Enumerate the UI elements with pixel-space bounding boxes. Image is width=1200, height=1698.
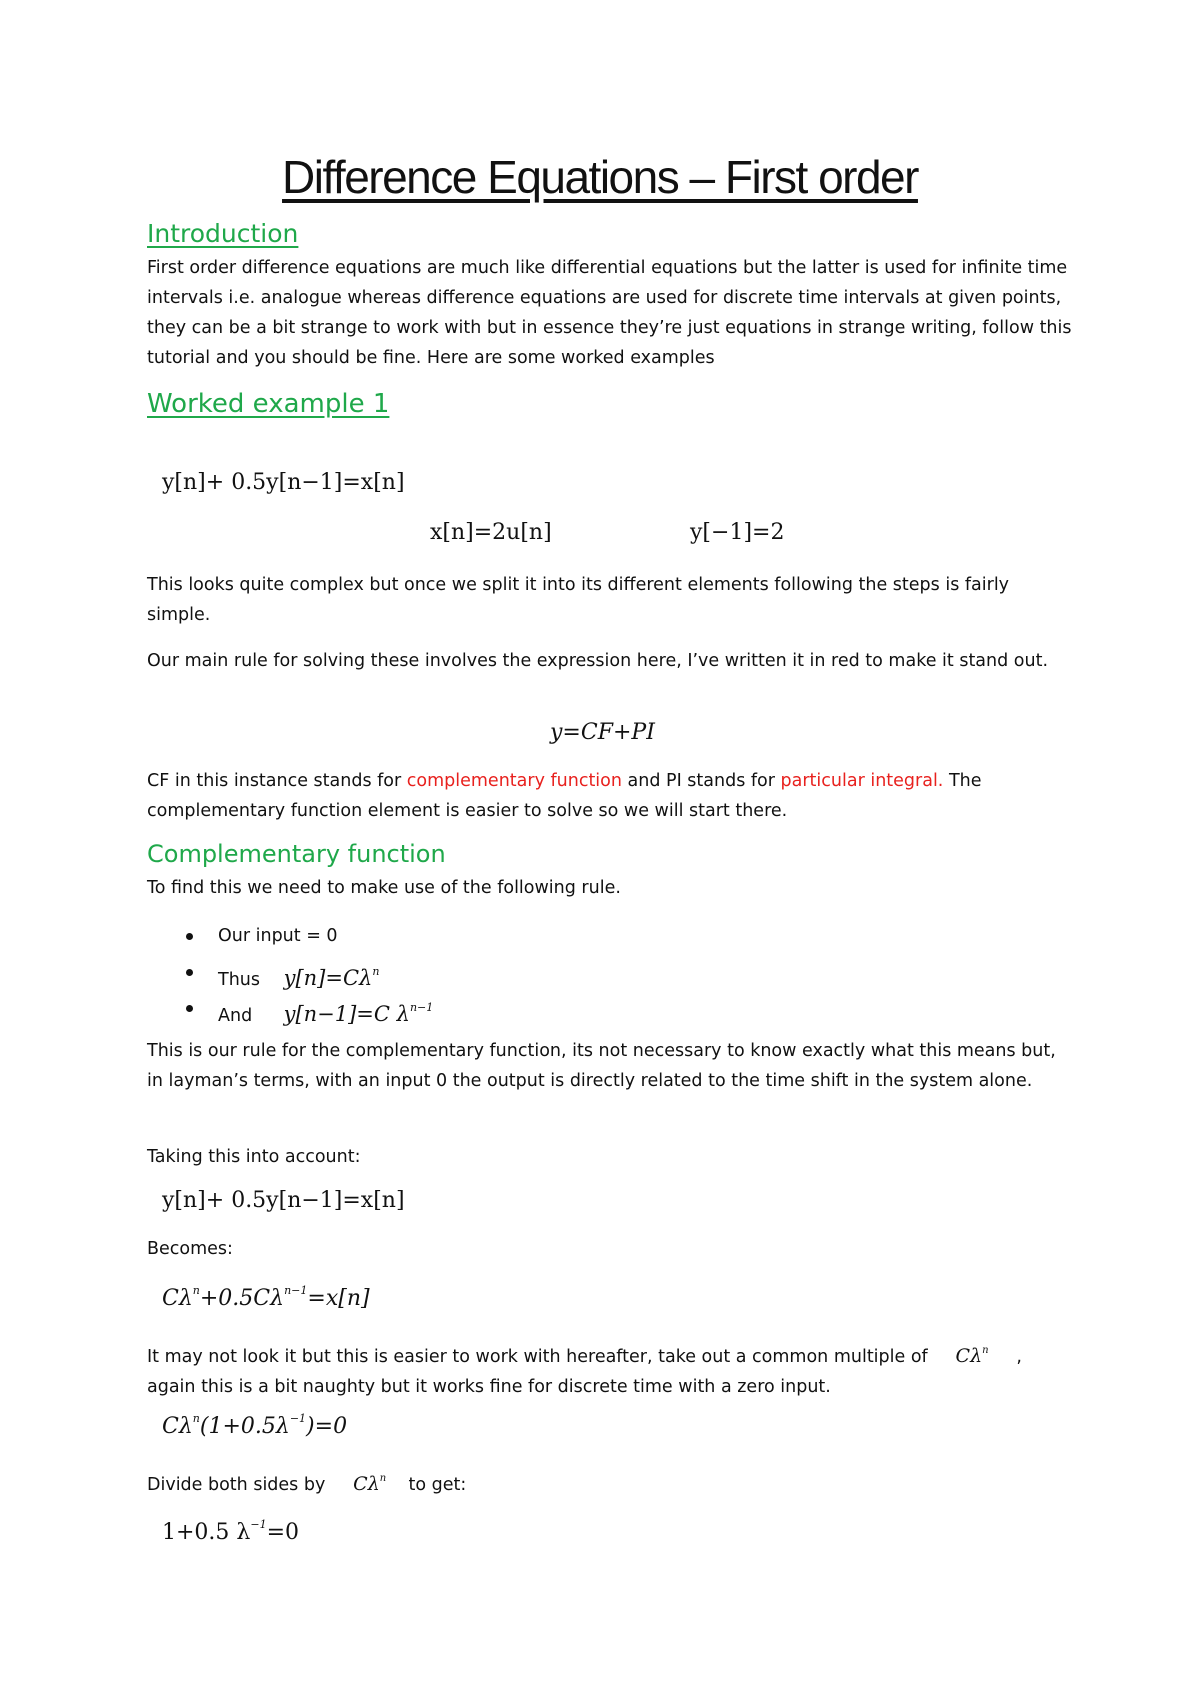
equation-input: x[n]=2u[n] bbox=[430, 520, 552, 545]
equation-divided bbox=[162, 1518, 299, 1545]
heading-introduction: Introduction bbox=[147, 219, 299, 248]
para3-math-base: Cλ bbox=[955, 1345, 983, 1367]
intro-paragraph: First order difference equations are much like differential equations but the latter is used for infinite time intervals i.e. analogue whereas difference equations are used for discrete time intervals at given points, they can be a bit strange to work with but in essence they’re just equations in strange writing, follow this tutorial and you should be fine. Here are some worked examples bbox=[147, 258, 1072, 368]
equation-rule: y=CF+PI bbox=[550, 720, 655, 745]
eq2-part-c: =x[n] bbox=[307, 1286, 370, 1311]
para4-math-base: Cλ bbox=[353, 1473, 380, 1495]
eq2-part-b: +0.5Cλ bbox=[199, 1286, 285, 1311]
heading-complementary-function: Complementary function bbox=[147, 840, 446, 868]
equation-main: y[n]+ 0.5y[n−1]=x[n] bbox=[162, 470, 405, 495]
bullet-equation-exponent: n−1 bbox=[409, 1001, 434, 1014]
eq2-exponent-2: n−1 bbox=[284, 1284, 308, 1297]
complementary-paragraph-3 bbox=[147, 1336, 1077, 1402]
complementary-paragraph-4 bbox=[147, 1464, 1077, 1500]
para4-text-b: to get: bbox=[408, 1475, 467, 1495]
rule-bullet-list bbox=[180, 918, 433, 1026]
equation-initial-condition: y[−1]=2 bbox=[690, 520, 785, 545]
para3-comma: , bbox=[1016, 1347, 1022, 1367]
bullet-equation bbox=[284, 1002, 434, 1026]
para3-inline-math bbox=[956, 1345, 989, 1367]
para3-math-exponent: n bbox=[982, 1345, 989, 1356]
equation-becomes bbox=[162, 1284, 370, 1311]
para4-text-a: Divide both sides by bbox=[147, 1475, 326, 1495]
equation-factored bbox=[162, 1412, 347, 1439]
worked-paragraph-3-text-a: CF in this instance stands for bbox=[147, 771, 407, 791]
eq3-part-a: Cλ bbox=[162, 1414, 193, 1439]
bullet-equation bbox=[284, 966, 380, 990]
para4-inline-math bbox=[353, 1473, 386, 1495]
equation-repeat: y[n]+ 0.5y[n−1]=x[n] bbox=[162, 1188, 405, 1213]
bullet-equation-base: y[n−1]=C λ bbox=[283, 1002, 410, 1026]
bullet-dot-icon bbox=[186, 969, 193, 976]
worked-paragraph-1: This looks quite complex but once we split it into its different elements following the steps is fairly simple. bbox=[147, 575, 1010, 625]
eq4-part-b: =0 bbox=[266, 1520, 300, 1545]
bullet-thus bbox=[180, 954, 433, 990]
heading-worked-example: Worked example 1 bbox=[147, 389, 390, 419]
bullet-label: Thus bbox=[218, 970, 260, 990]
eq3-exponent-1: n bbox=[192, 1412, 200, 1425]
bullet-equation-exponent: n bbox=[372, 965, 380, 978]
complementary-intro: To find this we need to make use of the following rule. bbox=[147, 878, 621, 898]
eq2-part-a: Cλ bbox=[162, 1286, 193, 1311]
eq2-exponent-1: n bbox=[192, 1284, 200, 1297]
worked-paragraph-3-text-b: and PI stands for bbox=[621, 771, 781, 791]
complementary-paragraph-1: This is our rule for the complementary function, its not necessary to know exactly what this means but, in layman’s terms, with an input 0 the output is directly related to the time shift in the system alone. bbox=[147, 1041, 1056, 1091]
para3-text-c: again this is a bit naughty but it works fine for discrete time with a zero input. bbox=[147, 1377, 831, 1397]
bullet-input-zero bbox=[180, 918, 433, 954]
term-particular-integral: particular integral. bbox=[780, 771, 944, 791]
bullet-label: And bbox=[218, 1006, 253, 1026]
complementary-paragraph-2: Taking this into account: bbox=[147, 1147, 361, 1167]
eq4-exponent: −1 bbox=[250, 1518, 267, 1531]
para4-math-exponent: n bbox=[379, 1473, 387, 1484]
para3-text-a: It may not look it but this is easier to work with hereafter, take out a common multiple of bbox=[147, 1347, 928, 1367]
bullet-and bbox=[180, 990, 433, 1026]
eq3-exponent-2: −1 bbox=[289, 1412, 307, 1425]
becomes-label: Becomes: bbox=[147, 1239, 233, 1259]
worked-paragraph-2: Our main rule for solving these involves the expression here, I’ve written it in red to make it stand out. bbox=[147, 651, 1049, 671]
term-complementary-function: complementary function bbox=[406, 771, 622, 791]
eq3-part-b: (1+0.5λ bbox=[199, 1414, 290, 1439]
eq4-part-a: 1+0.5 λ bbox=[162, 1520, 251, 1545]
worked-paragraph-3-text-c: The complementary function element is easier to solve so we will start there. bbox=[147, 771, 982, 821]
bullet-dot-icon bbox=[186, 933, 193, 940]
bullet-label: Our input = 0 bbox=[218, 926, 338, 946]
bullet-dot-icon bbox=[186, 1005, 193, 1012]
page-title: Difference Equations – First order bbox=[282, 151, 918, 203]
worked-paragraph-3 bbox=[147, 766, 1077, 826]
bullet-equation-base: y[n]=Cλ bbox=[283, 966, 373, 990]
eq3-part-c: )=0 bbox=[306, 1414, 348, 1439]
